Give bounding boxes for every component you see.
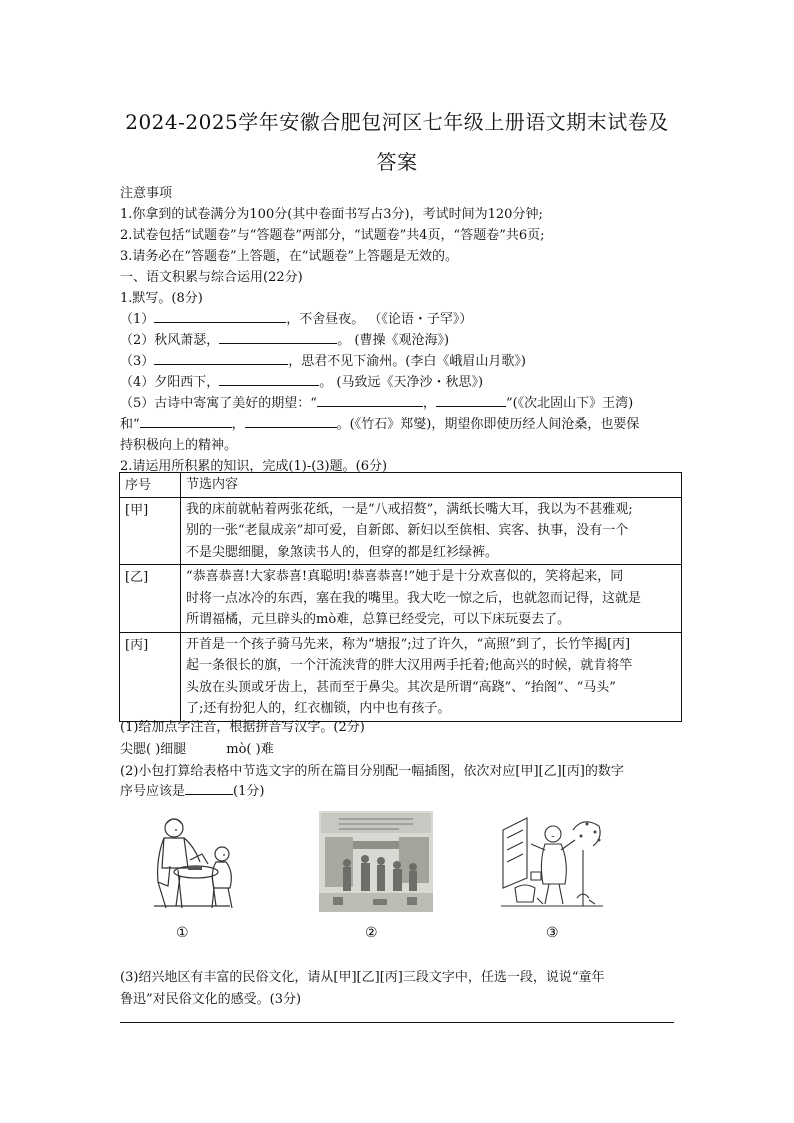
answer-line[interactable] [120, 1022, 674, 1023]
page-title-line1: 2024-2025学年安徽合肥包河区七年级上册语文期末试卷及 [125, 110, 669, 134]
q1-line-4: （4）夕阳西下， 。 (马致远《天净沙・秋思》) [120, 375, 484, 390]
q1-line-5: （5）古诗中寄寓了美好的期望：“ ， ”(《次北固山下》王湾) [120, 396, 634, 411]
illustration-2 [319, 811, 433, 912]
illustration-2-caption: ② [365, 925, 378, 941]
q1-heading: 1.默写。(8分) [120, 291, 203, 306]
answer-blank[interactable] [140, 415, 232, 428]
illustration-3 [497, 810, 607, 914]
answer-blank[interactable] [436, 394, 506, 407]
row-content: “恭喜恭喜!大家恭喜!真聪明!恭喜恭喜!”她于是十分欢喜似的，笑将起来，同 时将一点冰冷的东西，塞在我的嘴里。我大吃一惊之后，也就忽而记得，这就是 所谓福橘，元旦辟头的mò难，总算已经受完，可以下床玩耍去了。 [181, 565, 682, 633]
table-row [120, 497, 682, 565]
illustration-1 [140, 810, 244, 914]
row-content: 我的床前就帖着两张花纸，一是“八戒招赘”，满纸长嘴大耳，我以为不甚雅观; 别的一张“老鼠成亲”却可爱，自新郎、新妇以至傧相、宾客、执事，没有一个 不是尖腮细腿，象煞读书人的，但穿的都是红衫绿裤。 [181, 497, 682, 565]
table-row [120, 632, 682, 721]
row-label: [甲] [120, 497, 181, 565]
illustration-1-caption: ① [176, 925, 189, 941]
answer-blank[interactable] [154, 310, 286, 323]
q2-heading: 2.请运用所积累的知识，完成(1)-(3)题。(6分) [120, 459, 388, 474]
table-header-cell: 节选内容 [181, 473, 682, 498]
answer-blank[interactable] [219, 331, 337, 344]
excerpt-table [119, 472, 682, 722]
answer-blank[interactable] [154, 352, 288, 365]
q2-sub2-line2: 序号应该是 (1分) [120, 784, 265, 799]
answer-blank[interactable] [245, 415, 337, 428]
illustration-3-caption: ③ [546, 925, 559, 941]
q1-line-1: （1） ，不舍昼夜。 （《论语・子罕》） [120, 312, 473, 327]
row-content: 开首是一个孩子骑马先来，称为“塘报”;过了许久，“高照”到了，长竹竿揭[丙] 起一条很长的旗，一个汗流浃背的胖大汉用两手托着;他高兴的时候，就肯将竿 头放在头顶或牙齿上，甚而至于鼻尖。其次是所谓“高跷”、“抬阁”、“马头” 了;还有扮犯人的，红衣枷锁，内中也有孩子。 [181, 632, 682, 721]
q2-sub3-line1: (3)绍兴地区有丰富的民俗文化，请从[甲][乙][丙]三段文字中，任选一段，说说“童年 [120, 970, 605, 985]
notice-heading: 注意事项 [120, 186, 173, 201]
q2-sub1: (1)给加点字注音，根据拼音写汉字。(2分) [120, 720, 365, 735]
q2-sub1-items: 尖腮( )细腿 mò( )难 [120, 742, 274, 757]
section1-heading: 一、语文积累与综合运用(22分) [120, 270, 303, 285]
row-label: [乙] [120, 565, 181, 633]
table-header-row [120, 473, 682, 498]
row-label: [丙] [120, 632, 181, 721]
notice-item-1: 1.你拿到的试卷满分为100分(其中卷面书写占3分)，考试时间为120分钟; [120, 207, 543, 222]
q1-line-7: 持积极向上的精神。 [120, 438, 238, 453]
q1-line-2: （2）秋风萧瑟， 。 (曹操《观沧海》) [120, 333, 450, 348]
q1-line-6: 和“ ， 。(《竹石》郑燮)，期望你即使历经人间沧桑，也要保 [120, 417, 640, 432]
answer-blank[interactable] [219, 373, 319, 386]
table-header-cell: 序号 [120, 473, 181, 498]
answer-blank[interactable] [185, 782, 233, 795]
q1-line-3: （3） ，思君不见下渝州。(李白《峨眉山月歌》) [120, 354, 526, 369]
page-title-line2: 答案 [376, 150, 418, 174]
table-row [120, 565, 682, 633]
notice-item-3: 3.请务必在“答题卷”上答题，在“试题卷”上答题是无效的。 [120, 249, 458, 264]
q2-sub3-line2: 鲁迅”对民俗文化的感受。(3分) [120, 992, 302, 1007]
answer-blank[interactable] [317, 394, 423, 407]
notice-item-2: 2.试卷包括“试题卷”与“答题卷”两部分，“试题卷”共4页，“答题卷”共6页; [120, 228, 545, 243]
q2-sub2-line1: (2)小包打算给表格中节选文字的所在篇目分别配一幅插图，依次对应[甲][乙][丙]的数字 [120, 764, 624, 779]
